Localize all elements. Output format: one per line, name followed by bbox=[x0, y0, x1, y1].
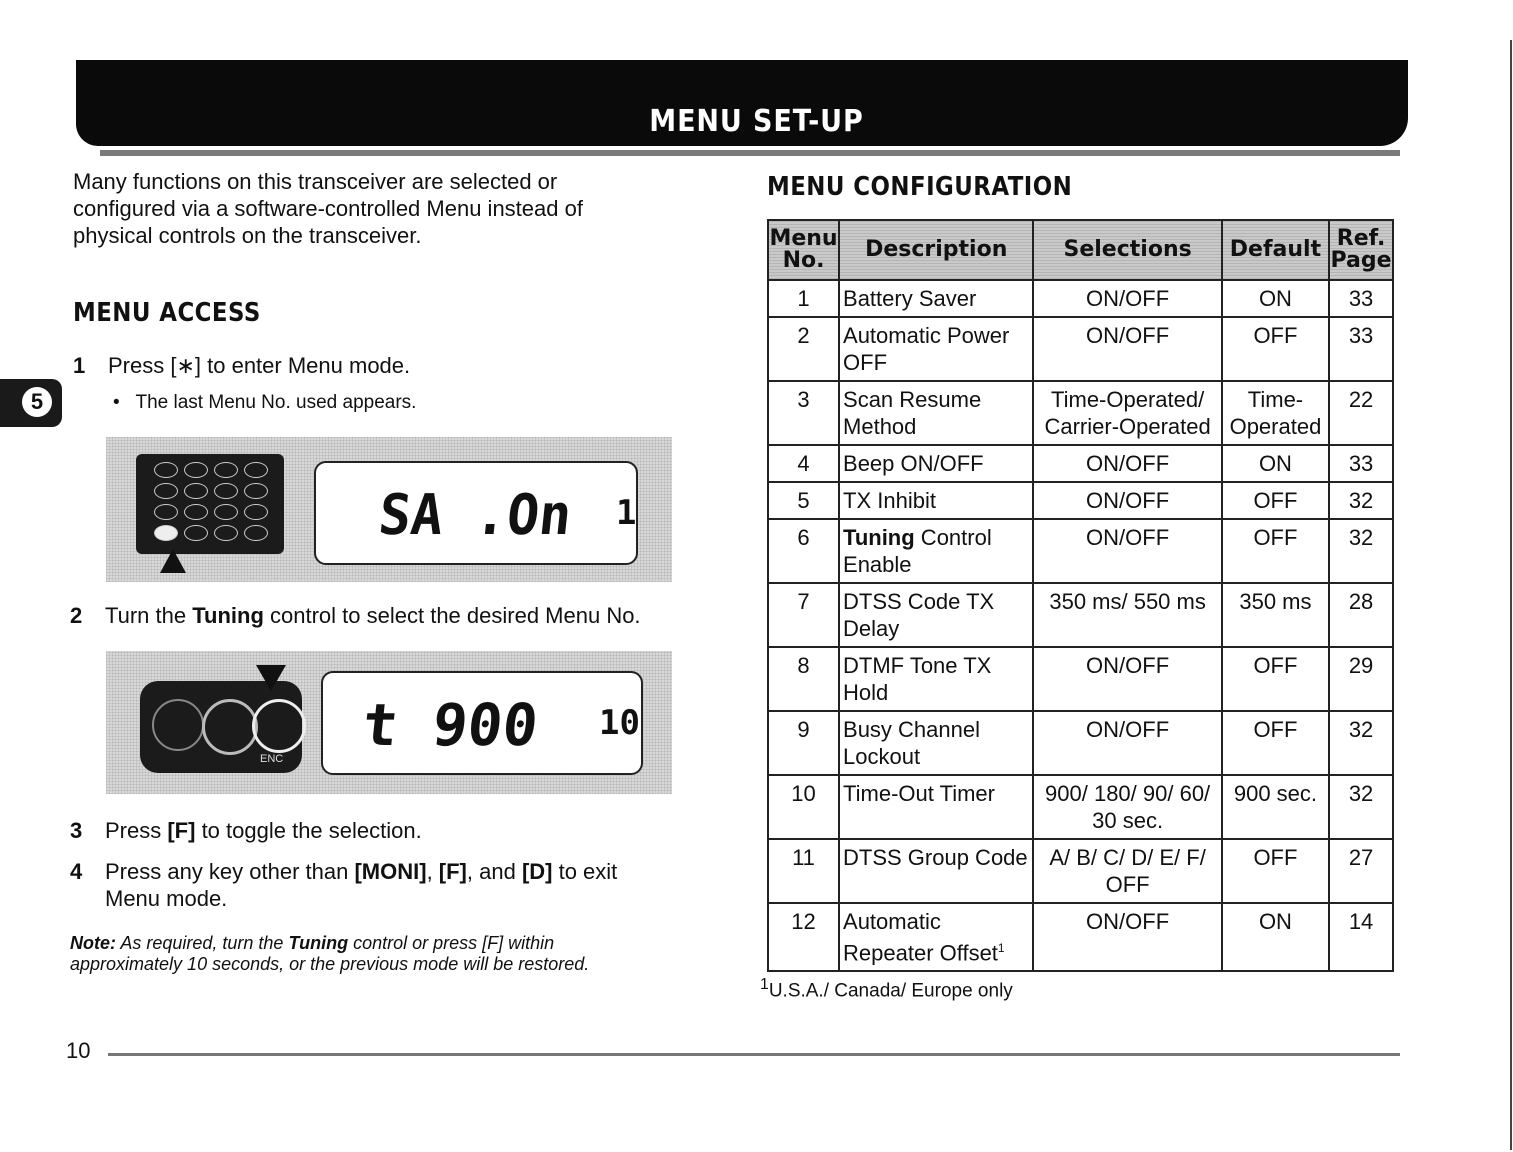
selections-cell: ON/OFF bbox=[1033, 482, 1221, 519]
step-1: 1 Press [∗] to enter Menu mode. bbox=[73, 353, 411, 378]
ref-page-cell: 32 bbox=[1329, 519, 1393, 583]
step-2: 2 Turn the Tuning control to select the desired Menu No. bbox=[70, 603, 641, 628]
default-cell: OFF bbox=[1222, 711, 1329, 775]
selections-cell: ON/OFF bbox=[1033, 445, 1221, 482]
default-cell: 900 sec. bbox=[1222, 775, 1329, 839]
step-1-bullet: • The last Menu No. used appears. bbox=[113, 392, 417, 413]
menu-table bbox=[767, 219, 1394, 972]
default-cell: ON bbox=[1222, 445, 1329, 482]
menu-no-cell: 7 bbox=[768, 583, 839, 647]
page-edge-line bbox=[1510, 40, 1512, 1150]
ref-page-cell: 28 bbox=[1329, 583, 1393, 647]
footnote: $^1$U.S.A./ Canada/ Europe only bbox=[760, 976, 1013, 1002]
ref-page-cell: 22 bbox=[1329, 381, 1393, 445]
table-row bbox=[768, 445, 1393, 482]
table-row bbox=[768, 839, 1393, 903]
header-rule bbox=[100, 150, 1400, 156]
default-cell: OFF bbox=[1222, 519, 1329, 583]
menu-no-cell: 3 bbox=[768, 381, 839, 445]
arrow-up-icon bbox=[158, 547, 188, 575]
step-3: 3 Press [F] to toggle the selection. bbox=[70, 818, 422, 843]
lcd-main-text: SA .On bbox=[375, 483, 575, 548]
menu-no-cell: 9 bbox=[768, 711, 839, 775]
table-row bbox=[768, 775, 1393, 839]
note: Note: As required, turn the Tuning control or press [F] within approximately 10 seconds, or the previous mode will be restored. bbox=[70, 933, 590, 974]
step-4: 4 Press any key other than [MONI], [F], and [D] to exit Menu mode. bbox=[70, 859, 618, 911]
selections-cell: 350 ms/ 550 ms bbox=[1033, 583, 1221, 647]
description-cell: Battery Saver bbox=[839, 280, 1033, 317]
description-cell: Scan Resume Method bbox=[839, 381, 1033, 445]
col-menu-no: Menu No. bbox=[768, 220, 839, 280]
menu-no-cell: 11 bbox=[768, 839, 839, 903]
menu-no-cell: 12 bbox=[768, 903, 839, 971]
lcd-menu-number: 1 bbox=[616, 493, 637, 533]
tuning-knob-image bbox=[140, 681, 302, 773]
description-cell: Busy Channel Lockout bbox=[839, 711, 1033, 775]
selections-cell: ON/OFF bbox=[1033, 711, 1221, 775]
default-cell: OFF bbox=[1222, 482, 1329, 519]
selections-cell: A/ B/ C/ D/ E/ F/ OFF bbox=[1033, 839, 1221, 903]
ref-page-cell: 32 bbox=[1329, 775, 1393, 839]
chapter-number: 5 bbox=[22, 387, 52, 417]
ref-page-cell: 33 bbox=[1329, 317, 1393, 381]
selections-cell: 900/ 180/ 90/ 60/ 30 sec. bbox=[1033, 775, 1221, 839]
selections-cell: ON/OFF bbox=[1033, 280, 1221, 317]
menu-configuration-heading: MENU CONFIGURATION bbox=[767, 172, 1073, 202]
table-row bbox=[768, 647, 1393, 711]
ref-page-cell: 29 bbox=[1329, 647, 1393, 711]
ref-page-cell: 14 bbox=[1329, 903, 1393, 971]
menu-no-cell: 5 bbox=[768, 482, 839, 519]
arrow-down-icon bbox=[254, 663, 288, 693]
table-row bbox=[768, 903, 1393, 971]
table-row bbox=[768, 711, 1393, 775]
table-row bbox=[768, 583, 1393, 647]
selections-cell: ON/OFF bbox=[1033, 519, 1221, 583]
table-row bbox=[768, 519, 1393, 583]
default-cell: ON bbox=[1222, 903, 1329, 971]
menu-no-cell: 8 bbox=[768, 647, 839, 711]
intro-paragraph: Many functions on this transceiver are selected or configured via a software-controlled Menu instead of physical controls on the transceiver. bbox=[73, 169, 583, 248]
table-row bbox=[768, 317, 1393, 381]
default-cell: OFF bbox=[1222, 647, 1329, 711]
menu-no-cell: 10 bbox=[768, 775, 839, 839]
lcd-display-2 bbox=[321, 671, 643, 775]
default-cell: OFF bbox=[1222, 317, 1329, 381]
description-cell: DTSS Group Code bbox=[839, 839, 1033, 903]
description-cell: TX Inhibit bbox=[839, 482, 1033, 519]
description-cell: DTMF Tone TX Hold bbox=[839, 647, 1033, 711]
description-cell: Automatic Repeater Offset$^1$ bbox=[839, 903, 1033, 971]
lcd-main-text-2: t 900 bbox=[359, 691, 542, 759]
table-row bbox=[768, 482, 1393, 519]
selections-cell: ON/OFF bbox=[1033, 317, 1221, 381]
menu-access-heading: MENU ACCESS bbox=[73, 298, 261, 328]
col-selections: Selections bbox=[1033, 220, 1221, 280]
lcd-display bbox=[314, 461, 638, 565]
selections-cell: ON/OFF bbox=[1033, 903, 1221, 971]
description-cell: Automatic Power OFF bbox=[839, 317, 1033, 381]
menu-no-cell: 1 bbox=[768, 280, 839, 317]
menu-no-cell: 4 bbox=[768, 445, 839, 482]
selections-cell: Time-Operated/ Carrier-Operated bbox=[1033, 381, 1221, 445]
description-cell: DTSS Code TX Delay bbox=[839, 583, 1033, 647]
col-description: Description bbox=[839, 220, 1033, 280]
ref-page-cell: 32 bbox=[1329, 711, 1393, 775]
col-ref-page: Ref. Page bbox=[1329, 220, 1393, 280]
default-cell: Time-Operated bbox=[1222, 381, 1329, 445]
default-cell: OFF bbox=[1222, 839, 1329, 903]
footer-rule bbox=[108, 1053, 1400, 1056]
table-header-row bbox=[768, 220, 1393, 280]
knob-label: ENC bbox=[260, 753, 284, 765]
menu-no-cell: 2 bbox=[768, 317, 839, 381]
page-number: 10 bbox=[66, 1038, 91, 1063]
step-number: 1 bbox=[73, 353, 86, 378]
ref-page-cell: 32 bbox=[1329, 482, 1393, 519]
default-cell: ON bbox=[1222, 280, 1329, 317]
description-cell: Beep ON/OFF bbox=[839, 445, 1033, 482]
description-cell: Tuning Control Enable bbox=[839, 519, 1033, 583]
keypad-image bbox=[136, 454, 284, 554]
figure-knob-display bbox=[106, 651, 672, 794]
lcd-menu-number-2: 10 bbox=[599, 703, 640, 743]
ref-page-cell: 27 bbox=[1329, 839, 1393, 903]
description-cell: Time-Out Timer bbox=[839, 775, 1033, 839]
selections-cell: ON/OFF bbox=[1033, 647, 1221, 711]
page-title: MENU SET-UP bbox=[649, 104, 864, 139]
figure-keypad-display bbox=[106, 437, 672, 582]
ref-page-cell: 33 bbox=[1329, 280, 1393, 317]
col-default: Default bbox=[1222, 220, 1329, 280]
menu-no-cell: 6 bbox=[768, 519, 839, 583]
table-row bbox=[768, 381, 1393, 445]
ref-page-cell: 33 bbox=[1329, 445, 1393, 482]
table-row bbox=[768, 280, 1393, 317]
default-cell: 350 ms bbox=[1222, 583, 1329, 647]
